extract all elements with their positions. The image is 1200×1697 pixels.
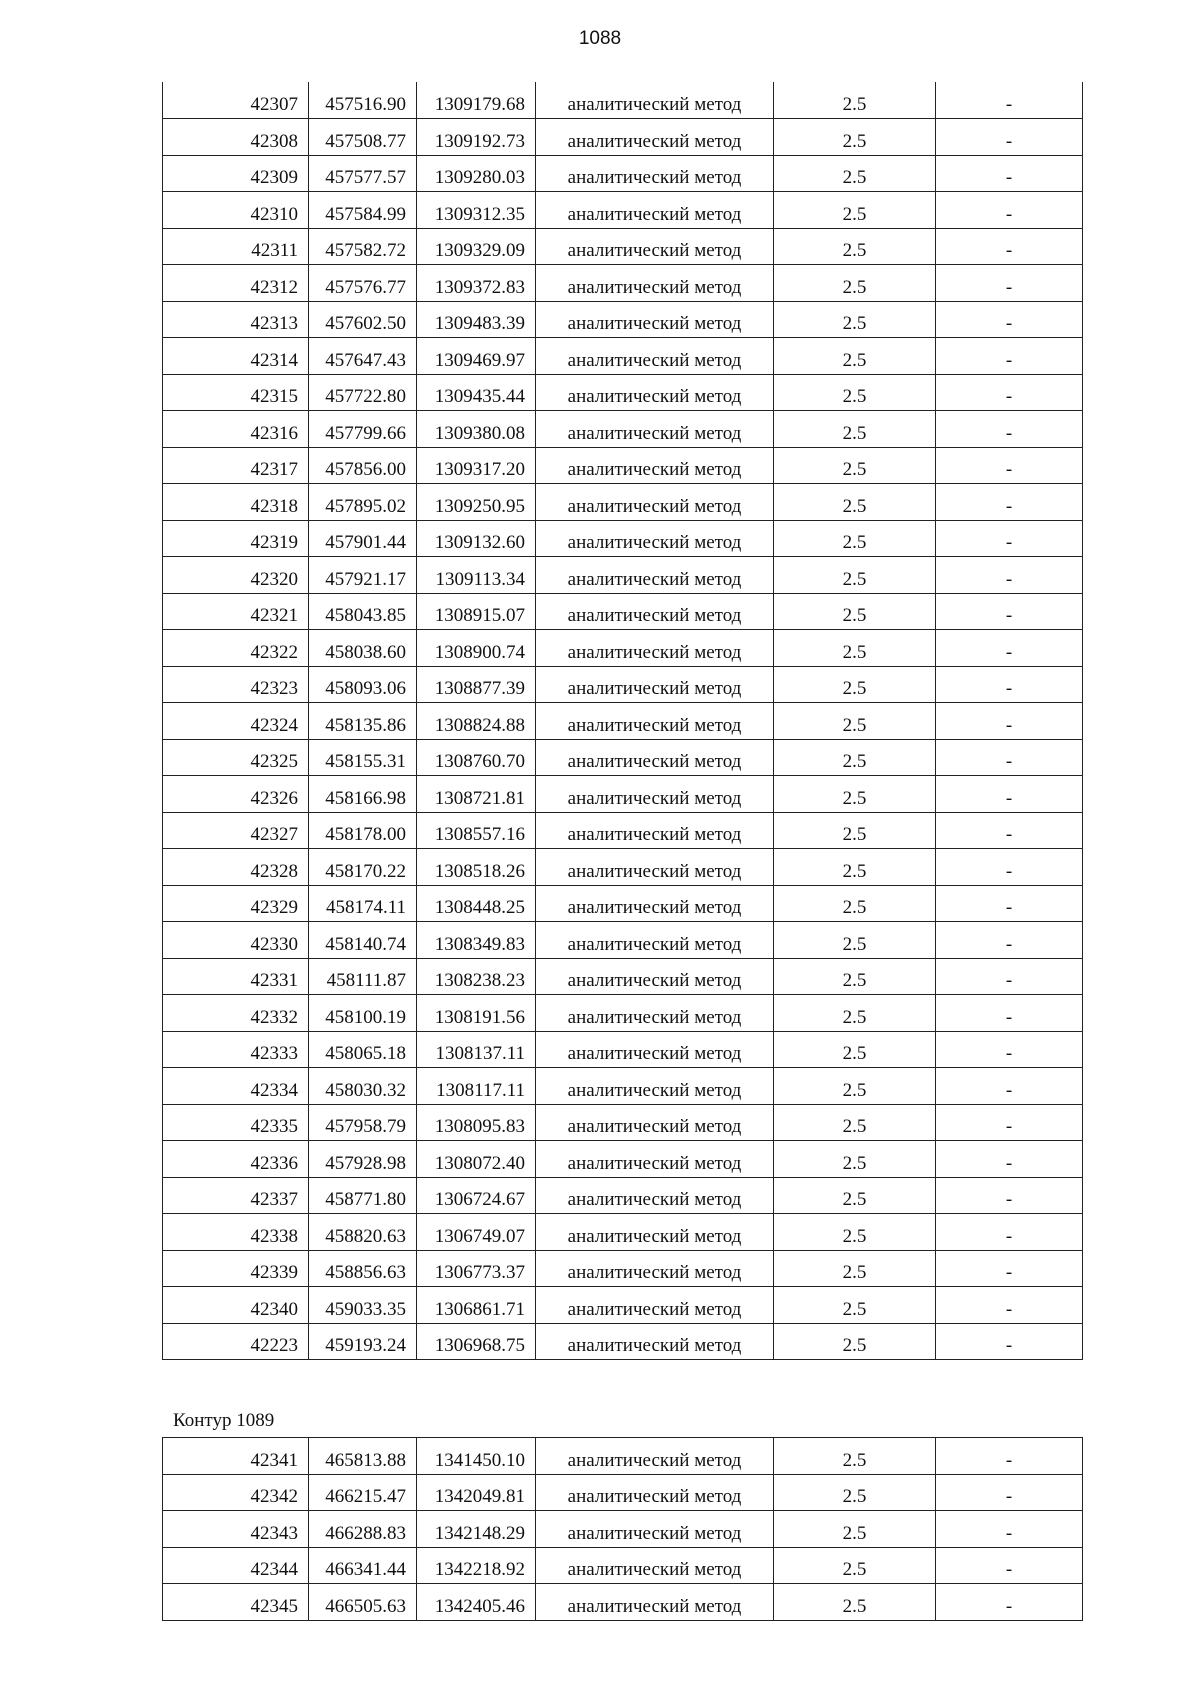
y-coordinate-cell: 1309329.09 <box>417 228 536 265</box>
accuracy-cell: 2.5 <box>774 265 936 302</box>
extra-cell: - <box>936 374 1083 411</box>
accuracy-cell: 2.5 <box>774 1323 936 1360</box>
y-coordinate-cell: 1308072.40 <box>417 1141 536 1178</box>
x-coordinate-cell: 457584.99 <box>309 192 417 229</box>
y-coordinate-cell: 1308191.56 <box>417 995 536 1032</box>
method-cell: аналитический метод <box>536 1474 774 1511</box>
extra-cell: - <box>936 703 1083 740</box>
x-coordinate-cell: 458111.87 <box>309 958 417 995</box>
accuracy-cell: 2.5 <box>774 885 936 922</box>
x-coordinate-cell: 458065.18 <box>309 1031 417 1068</box>
method-cell: аналитический метод <box>536 1584 774 1621</box>
method-cell: аналитический метод <box>536 739 774 776</box>
y-coordinate-cell: 1342405.46 <box>417 1584 536 1621</box>
table-row <box>163 739 1083 776</box>
y-coordinate-cell: 1308721.81 <box>417 776 536 813</box>
method-cell: аналитический метод <box>536 192 774 229</box>
table-row <box>163 520 1083 557</box>
accuracy-cell: 2.5 <box>774 447 936 484</box>
point-number-cell: 42313 <box>163 301 309 338</box>
point-number-cell: 42336 <box>163 1141 309 1178</box>
point-number-cell: 42315 <box>163 374 309 411</box>
x-coordinate-cell: 458140.74 <box>309 922 417 959</box>
point-number-cell: 42309 <box>163 155 309 192</box>
extra-cell: - <box>936 739 1083 776</box>
method-cell: аналитический метод <box>536 155 774 192</box>
coordinates-table-top <box>162 82 1083 1360</box>
table-row <box>163 1031 1083 1068</box>
extra-cell: - <box>936 1214 1083 1251</box>
extra-cell: - <box>936 958 1083 995</box>
contour-label: Контур 1089 <box>173 1410 275 1431</box>
point-number-cell: 42331 <box>163 958 309 995</box>
point-number-cell: 42317 <box>163 447 309 484</box>
x-coordinate-cell: 458030.32 <box>309 1068 417 1105</box>
table-row <box>163 1250 1083 1287</box>
x-coordinate-cell: 457516.90 <box>309 82 417 119</box>
table-row <box>163 885 1083 922</box>
x-coordinate-cell: 466288.83 <box>309 1511 417 1548</box>
method-cell: аналитический метод <box>536 265 774 302</box>
method-cell: аналитический метод <box>536 885 774 922</box>
accuracy-cell: 2.5 <box>774 82 936 119</box>
point-number-cell: 42335 <box>163 1104 309 1141</box>
accuracy-cell: 2.5 <box>774 776 936 813</box>
table-row <box>163 338 1083 375</box>
accuracy-cell: 2.5 <box>774 411 936 448</box>
point-number-cell: 42327 <box>163 812 309 849</box>
extra-cell: - <box>936 1250 1083 1287</box>
point-number-cell: 42311 <box>163 228 309 265</box>
accuracy-cell: 2.5 <box>774 1104 936 1141</box>
accuracy-cell: 2.5 <box>774 1031 936 1068</box>
method-cell: аналитический метод <box>536 1250 774 1287</box>
extra-cell: - <box>936 776 1083 813</box>
extra-cell: - <box>936 1474 1083 1511</box>
method-cell: аналитический метод <box>536 1511 774 1548</box>
method-cell: аналитический метод <box>536 119 774 156</box>
y-coordinate-cell: 1309435.44 <box>417 374 536 411</box>
extra-cell: - <box>936 1031 1083 1068</box>
point-number-cell: 42341 <box>163 1438 309 1475</box>
extra-cell: - <box>936 1068 1083 1105</box>
accuracy-cell: 2.5 <box>774 1250 936 1287</box>
y-coordinate-cell: 1308349.83 <box>417 922 536 959</box>
extra-cell: - <box>936 484 1083 521</box>
table-row <box>163 958 1083 995</box>
y-coordinate-cell: 1306861.71 <box>417 1287 536 1324</box>
point-number-cell: 42334 <box>163 1068 309 1105</box>
y-coordinate-cell: 1308824.88 <box>417 703 536 740</box>
extra-cell: - <box>936 192 1083 229</box>
point-number-cell: 42320 <box>163 557 309 594</box>
x-coordinate-cell: 457958.79 <box>309 1104 417 1141</box>
accuracy-cell: 2.5 <box>774 484 936 521</box>
point-number-cell: 42326 <box>163 776 309 813</box>
extra-cell: - <box>936 447 1083 484</box>
point-number-cell: 42344 <box>163 1547 309 1584</box>
y-coordinate-cell: 1308915.07 <box>417 593 536 630</box>
extra-cell: - <box>936 1287 1083 1324</box>
x-coordinate-cell: 457901.44 <box>309 520 417 557</box>
point-number-cell: 42342 <box>163 1474 309 1511</box>
point-number-cell: 42337 <box>163 1177 309 1214</box>
method-cell: аналитический метод <box>536 1547 774 1584</box>
x-coordinate-cell: 458135.86 <box>309 703 417 740</box>
extra-cell: - <box>936 1323 1083 1360</box>
table-row <box>163 447 1083 484</box>
page-number: 1088 <box>578 28 622 49</box>
x-coordinate-cell: 457577.57 <box>309 155 417 192</box>
point-number-cell: 42328 <box>163 849 309 886</box>
accuracy-cell: 2.5 <box>774 1287 936 1324</box>
table-row <box>163 411 1083 448</box>
table-row <box>163 1141 1083 1178</box>
x-coordinate-cell: 458100.19 <box>309 995 417 1032</box>
accuracy-cell: 2.5 <box>774 1511 936 1548</box>
method-cell: аналитический метод <box>536 1031 774 1068</box>
y-coordinate-cell: 1309192.73 <box>417 119 536 156</box>
table-row <box>163 1323 1083 1360</box>
method-cell: аналитический метод <box>536 1068 774 1105</box>
method-cell: аналитический метод <box>536 593 774 630</box>
y-coordinate-cell: 1308760.70 <box>417 739 536 776</box>
table-row <box>163 1584 1083 1621</box>
extra-cell: - <box>936 119 1083 156</box>
y-coordinate-cell: 1306724.67 <box>417 1177 536 1214</box>
point-number-cell: 42308 <box>163 119 309 156</box>
point-number-cell: 42324 <box>163 703 309 740</box>
y-coordinate-cell: 1309380.08 <box>417 411 536 448</box>
table-row <box>163 374 1083 411</box>
y-coordinate-cell: 1308518.26 <box>417 849 536 886</box>
method-cell: аналитический метод <box>536 1287 774 1324</box>
y-coordinate-cell: 1308238.23 <box>417 958 536 995</box>
extra-cell: - <box>936 228 1083 265</box>
extra-cell: - <box>936 630 1083 667</box>
accuracy-cell: 2.5 <box>774 192 936 229</box>
y-coordinate-cell: 1308137.11 <box>417 1031 536 1068</box>
point-number-cell: 42343 <box>163 1511 309 1548</box>
table-row <box>163 1474 1083 1511</box>
accuracy-cell: 2.5 <box>774 557 936 594</box>
table-row <box>163 922 1083 959</box>
x-coordinate-cell: 458166.98 <box>309 776 417 813</box>
point-number-cell: 42339 <box>163 1250 309 1287</box>
method-cell: аналитический метод <box>536 338 774 375</box>
extra-cell: - <box>936 520 1083 557</box>
y-coordinate-cell: 1308117.11 <box>417 1068 536 1105</box>
table-row <box>163 1068 1083 1105</box>
method-cell: аналитический метод <box>536 1141 774 1178</box>
coordinates-table-bottom <box>162 1437 1083 1621</box>
point-number-cell: 42223 <box>163 1323 309 1360</box>
point-number-cell: 42321 <box>163 593 309 630</box>
point-number-cell: 42319 <box>163 520 309 557</box>
table-row <box>163 1104 1083 1141</box>
accuracy-cell: 2.5 <box>774 1177 936 1214</box>
point-number-cell: 42345 <box>163 1584 309 1621</box>
point-number-cell: 42307 <box>163 82 309 119</box>
method-cell: аналитический метод <box>536 1323 774 1360</box>
point-number-cell: 42316 <box>163 411 309 448</box>
table-row <box>163 1438 1083 1475</box>
method-cell: аналитический метод <box>536 1177 774 1214</box>
table-row <box>163 593 1083 630</box>
table-row <box>163 1177 1083 1214</box>
table-row <box>163 776 1083 813</box>
x-coordinate-cell: 466505.63 <box>309 1584 417 1621</box>
method-cell: аналитический метод <box>536 82 774 119</box>
extra-cell: - <box>936 557 1083 594</box>
accuracy-cell: 2.5 <box>774 922 936 959</box>
extra-cell: - <box>936 666 1083 703</box>
accuracy-cell: 2.5 <box>774 119 936 156</box>
x-coordinate-cell: 458038.60 <box>309 630 417 667</box>
accuracy-cell: 2.5 <box>774 228 936 265</box>
method-cell: аналитический метод <box>536 812 774 849</box>
method-cell: аналитический метод <box>536 228 774 265</box>
y-coordinate-cell: 1308448.25 <box>417 885 536 922</box>
accuracy-cell: 2.5 <box>774 849 936 886</box>
accuracy-cell: 2.5 <box>774 374 936 411</box>
y-coordinate-cell: 1309317.20 <box>417 447 536 484</box>
method-cell: аналитический метод <box>536 1214 774 1251</box>
y-coordinate-cell: 1306749.07 <box>417 1214 536 1251</box>
extra-cell: - <box>936 593 1083 630</box>
method-cell: аналитический метод <box>536 1104 774 1141</box>
extra-cell: - <box>936 155 1083 192</box>
accuracy-cell: 2.5 <box>774 666 936 703</box>
extra-cell: - <box>936 1547 1083 1584</box>
method-cell: аналитический метод <box>536 849 774 886</box>
extra-cell: - <box>936 265 1083 302</box>
table-row <box>163 557 1083 594</box>
extra-cell: - <box>936 301 1083 338</box>
x-coordinate-cell: 458170.22 <box>309 849 417 886</box>
x-coordinate-cell: 457921.17 <box>309 557 417 594</box>
point-number-cell: 42329 <box>163 885 309 922</box>
x-coordinate-cell: 466341.44 <box>309 1547 417 1584</box>
accuracy-cell: 2.5 <box>774 1141 936 1178</box>
point-number-cell: 42333 <box>163 1031 309 1068</box>
table-row <box>163 849 1083 886</box>
method-cell: аналитический метод <box>536 520 774 557</box>
x-coordinate-cell: 465813.88 <box>309 1438 417 1475</box>
x-coordinate-cell: 457576.77 <box>309 265 417 302</box>
accuracy-cell: 2.5 <box>774 1214 936 1251</box>
x-coordinate-cell: 458155.31 <box>309 739 417 776</box>
extra-cell: - <box>936 338 1083 375</box>
extra-cell: - <box>936 411 1083 448</box>
method-cell: аналитический метод <box>536 630 774 667</box>
y-coordinate-cell: 1309469.97 <box>417 338 536 375</box>
accuracy-cell: 2.5 <box>774 1068 936 1105</box>
x-coordinate-cell: 457582.72 <box>309 228 417 265</box>
accuracy-cell: 2.5 <box>774 338 936 375</box>
x-coordinate-cell: 459193.24 <box>309 1323 417 1360</box>
table-row <box>163 82 1083 119</box>
x-coordinate-cell: 458093.06 <box>309 666 417 703</box>
method-cell: аналитический метод <box>536 484 774 521</box>
x-coordinate-cell: 458820.63 <box>309 1214 417 1251</box>
x-coordinate-cell: 458174.11 <box>309 885 417 922</box>
method-cell: аналитический метод <box>536 776 774 813</box>
x-coordinate-cell: 457647.43 <box>309 338 417 375</box>
table-row <box>163 666 1083 703</box>
method-cell: аналитический метод <box>536 995 774 1032</box>
y-coordinate-cell: 1308900.74 <box>417 630 536 667</box>
method-cell: аналитический метод <box>536 922 774 959</box>
y-coordinate-cell: 1342218.92 <box>417 1547 536 1584</box>
extra-cell: - <box>936 82 1083 119</box>
extra-cell: - <box>936 995 1083 1032</box>
point-number-cell: 42314 <box>163 338 309 375</box>
point-number-cell: 42340 <box>163 1287 309 1324</box>
table-row <box>163 703 1083 740</box>
accuracy-cell: 2.5 <box>774 520 936 557</box>
x-coordinate-cell: 457856.00 <box>309 447 417 484</box>
point-number-cell: 42330 <box>163 922 309 959</box>
accuracy-cell: 2.5 <box>774 1474 936 1511</box>
method-cell: аналитический метод <box>536 958 774 995</box>
table-row <box>163 1511 1083 1548</box>
table-row <box>163 265 1083 302</box>
point-number-cell: 42322 <box>163 630 309 667</box>
table-row <box>163 1287 1083 1324</box>
method-cell: аналитический метод <box>536 1438 774 1475</box>
method-cell: аналитический метод <box>536 557 774 594</box>
table-row <box>163 192 1083 229</box>
table-row <box>163 995 1083 1032</box>
point-number-cell: 42338 <box>163 1214 309 1251</box>
extra-cell: - <box>936 1177 1083 1214</box>
accuracy-cell: 2.5 <box>774 995 936 1032</box>
y-coordinate-cell: 1309372.83 <box>417 265 536 302</box>
x-coordinate-cell: 457722.80 <box>309 374 417 411</box>
y-coordinate-cell: 1308095.83 <box>417 1104 536 1141</box>
extra-cell: - <box>936 885 1083 922</box>
x-coordinate-cell: 459033.35 <box>309 1287 417 1324</box>
extra-cell: - <box>936 1438 1083 1475</box>
x-coordinate-cell: 457799.66 <box>309 411 417 448</box>
method-cell: аналитический метод <box>536 703 774 740</box>
accuracy-cell: 2.5 <box>774 1438 936 1475</box>
accuracy-cell: 2.5 <box>774 155 936 192</box>
method-cell: аналитический метод <box>536 666 774 703</box>
y-coordinate-cell: 1342148.29 <box>417 1511 536 1548</box>
y-coordinate-cell: 1309280.03 <box>417 155 536 192</box>
extra-cell: - <box>936 812 1083 849</box>
x-coordinate-cell: 458178.00 <box>309 812 417 849</box>
extra-cell: - <box>936 922 1083 959</box>
table-row <box>163 1547 1083 1584</box>
extra-cell: - <box>936 1104 1083 1141</box>
y-coordinate-cell: 1309483.39 <box>417 301 536 338</box>
table-row <box>163 119 1083 156</box>
accuracy-cell: 2.5 <box>774 593 936 630</box>
y-coordinate-cell: 1306968.75 <box>417 1323 536 1360</box>
accuracy-cell: 2.5 <box>774 739 936 776</box>
accuracy-cell: 2.5 <box>774 630 936 667</box>
point-number-cell: 42318 <box>163 484 309 521</box>
method-cell: аналитический метод <box>536 447 774 484</box>
x-coordinate-cell: 466215.47 <box>309 1474 417 1511</box>
y-coordinate-cell: 1309132.60 <box>417 520 536 557</box>
y-coordinate-cell: 1309179.68 <box>417 82 536 119</box>
coordinates-table-top-body <box>163 82 1083 1360</box>
y-coordinate-cell: 1309312.35 <box>417 192 536 229</box>
extra-cell: - <box>936 1584 1083 1621</box>
extra-cell: - <box>936 1511 1083 1548</box>
extra-cell: - <box>936 1141 1083 1178</box>
x-coordinate-cell: 458771.80 <box>309 1177 417 1214</box>
accuracy-cell: 2.5 <box>774 1584 936 1621</box>
point-number-cell: 42325 <box>163 739 309 776</box>
method-cell: аналитический метод <box>536 374 774 411</box>
point-number-cell: 42312 <box>163 265 309 302</box>
x-coordinate-cell: 457928.98 <box>309 1141 417 1178</box>
y-coordinate-cell: 1341450.10 <box>417 1438 536 1475</box>
y-coordinate-cell: 1342049.81 <box>417 1474 536 1511</box>
method-cell: аналитический метод <box>536 301 774 338</box>
x-coordinate-cell: 457508.77 <box>309 119 417 156</box>
point-number-cell: 42323 <box>163 666 309 703</box>
point-number-cell: 42310 <box>163 192 309 229</box>
coordinates-table-bottom-body <box>163 1438 1083 1621</box>
accuracy-cell: 2.5 <box>774 301 936 338</box>
x-coordinate-cell: 457895.02 <box>309 484 417 521</box>
accuracy-cell: 2.5 <box>774 958 936 995</box>
table-row <box>163 630 1083 667</box>
x-coordinate-cell: 458856.63 <box>309 1250 417 1287</box>
table-row <box>163 1214 1083 1251</box>
y-coordinate-cell: 1309113.34 <box>417 557 536 594</box>
accuracy-cell: 2.5 <box>774 812 936 849</box>
table-row <box>163 812 1083 849</box>
y-coordinate-cell: 1306773.37 <box>417 1250 536 1287</box>
table-row <box>163 155 1083 192</box>
x-coordinate-cell: 458043.85 <box>309 593 417 630</box>
y-coordinate-cell: 1309250.95 <box>417 484 536 521</box>
table-row <box>163 484 1083 521</box>
accuracy-cell: 2.5 <box>774 703 936 740</box>
table-row <box>163 228 1083 265</box>
x-coordinate-cell: 457602.50 <box>309 301 417 338</box>
point-number-cell: 42332 <box>163 995 309 1032</box>
table-row <box>163 301 1083 338</box>
y-coordinate-cell: 1308877.39 <box>417 666 536 703</box>
extra-cell: - <box>936 849 1083 886</box>
accuracy-cell: 2.5 <box>774 1547 936 1584</box>
method-cell: аналитический метод <box>536 411 774 448</box>
y-coordinate-cell: 1308557.16 <box>417 812 536 849</box>
